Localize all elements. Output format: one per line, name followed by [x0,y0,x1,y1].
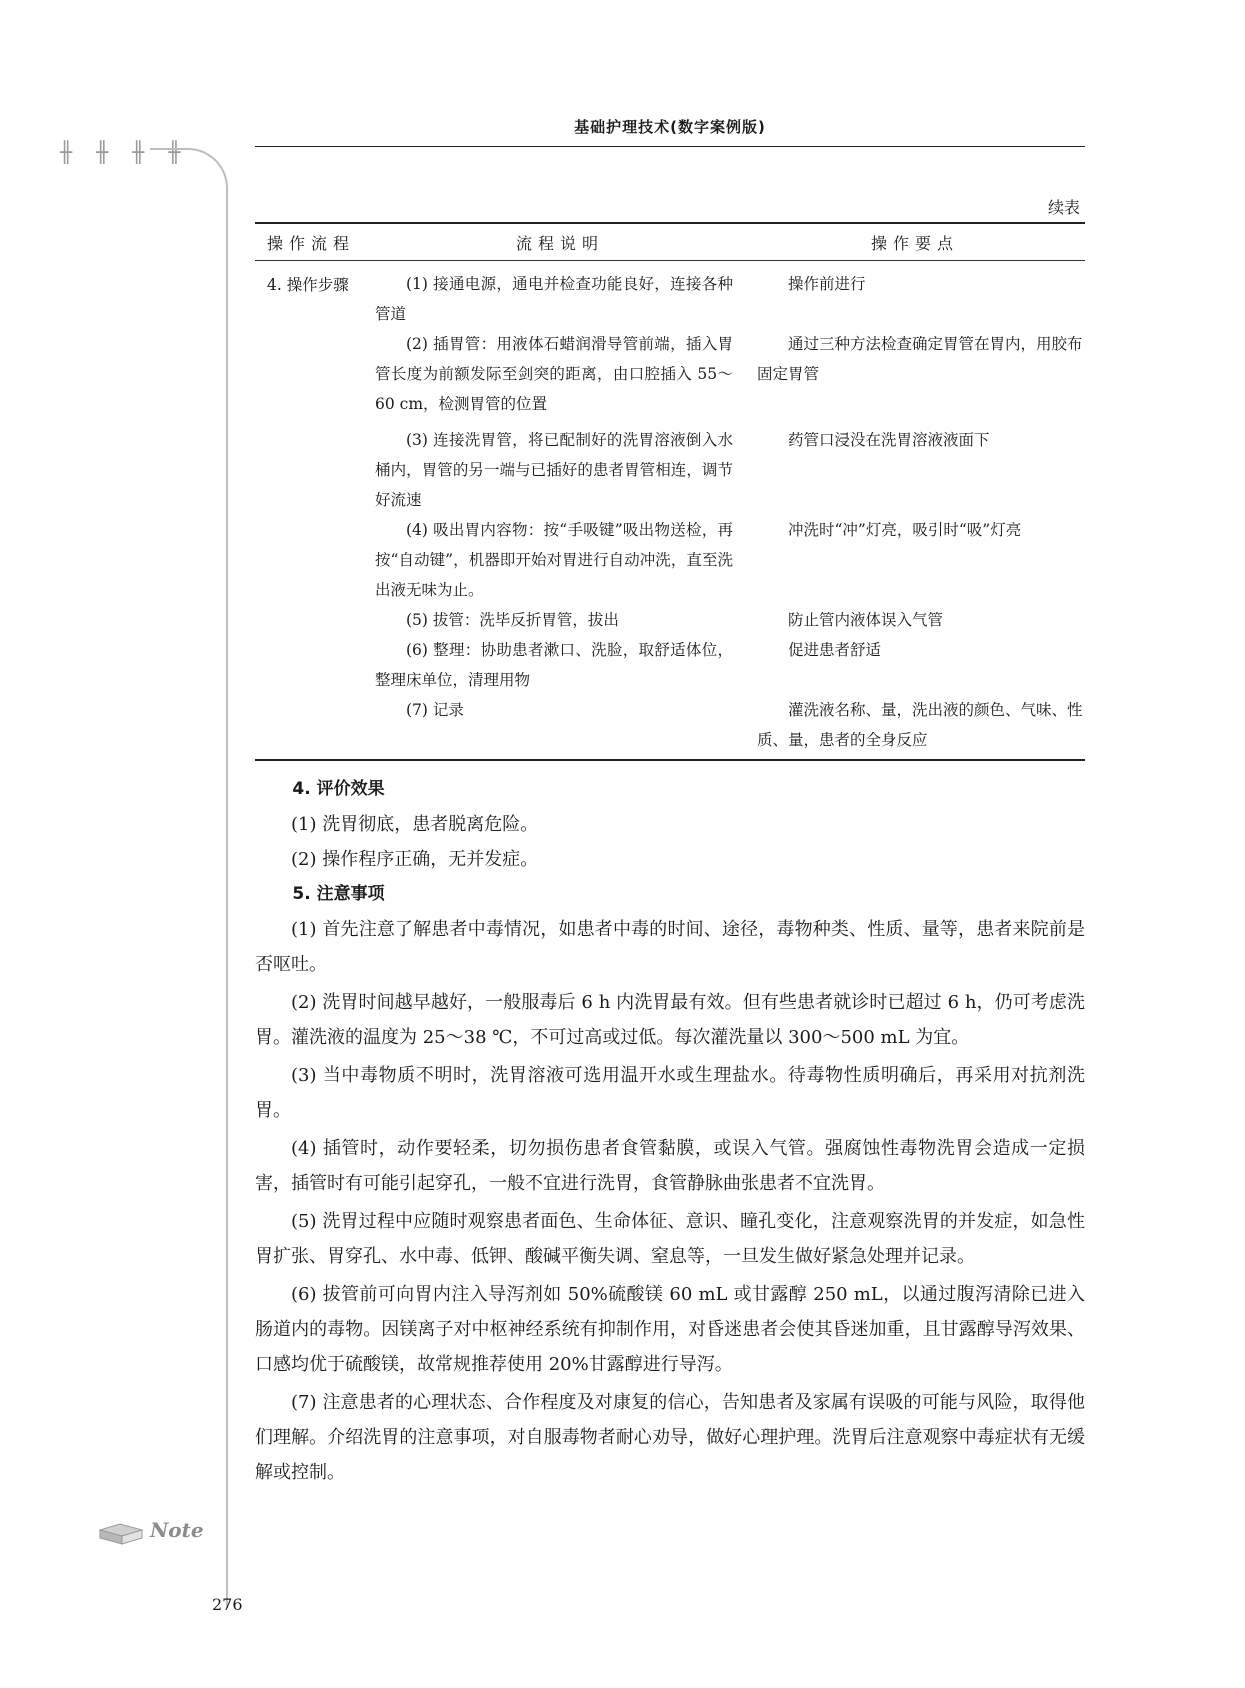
evaluation-item: (2) 操作程序正确，无并发症。 [291,849,539,870]
table-step [375,515,1085,605]
table-step [375,635,1085,695]
step-description: (7) 记录 [406,701,464,719]
step-key-point: 通过三种方法检查确定胃管在胃内，用胶布固定胃管 [757,335,1083,383]
table-header-flow: 操作流程 [267,233,356,253]
note-logo [98,1512,208,1552]
precaution-item: (6) 拔管前可向胃内注入导泻剂如 50%硫酸镁 60 mL 或甘露醇 250 mL，以通过腹泻清除已进入肠道内的毒物。因镁离子对中枢神经系统有抑制作用，对昏迷患者会使其昏迷加重，且甘露醇导泻效果、口感均优于硫酸镁，故常规推荐使用 20%甘露醇进行导泻。 [255,1284,1085,1375]
precaution-item: (5) 洗胃过程中应随时观察患者面色、生命体征、意识、瞳孔变化，注意观察洗胃的并发症，如急性胃扩张、胃穿孔、水中毒、低钾、酸碱平衡失调、窒息等，一旦发生做好紧急处理并记录。 [255,1211,1085,1267]
precaution-item: (2) 洗胃时间越早越好，一般服毒后 6 h 内洗胃最有效。但有些患者就诊时已超过 6 h，仍可考虑洗胃。灌洗液的温度为 25～38 ℃，不可过高或过低。每次灌洗量以 300～500 mL 为宜。 [255,992,1085,1048]
table-step [375,269,1085,329]
step-description: (1) 接通电源，通电并检查功能良好，连接各种管道 [375,275,733,323]
procedure-table [255,222,1085,761]
step-key-point: 灌洗液名称、量，洗出液的颜色、气味、性质、量，患者的全身反应 [757,701,1083,749]
table-step [375,605,1085,635]
step-key-point: 药管口浸没在洗胃溶液液面下 [788,431,990,449]
section-heading-precautions: 5. 注意事项 [292,884,385,904]
step-description: (5) 拔管：洗毕反折胃管，拔出 [406,611,619,629]
precaution-item: (3) 当中毒物质不明时，洗胃溶液可选用温开水或生理盐水。待毒物性质明确后，再采用对抗剂洗胃。 [255,1065,1085,1121]
note-logo-text: Note [150,1518,204,1542]
table-body-row [255,261,1085,761]
step-key-point: 防止管内液体误入气管 [788,611,944,629]
table-header-description: 流程说明 [515,233,604,253]
table-header-row [255,224,1085,261]
body-text [255,772,1085,1490]
precaution-item: (4) 插管时，动作要轻柔，切勿损伤患者食管黏膜，或误入气管。强腐蚀性毒物洗胃会造成一定损害，插管时有可能引起穿孔，一般不宜进行洗胃，食管静脉曲张患者不宜洗胃。 [255,1138,1085,1194]
step-key-point: 促进患者舒适 [788,641,882,659]
precaution-item: (7) 注意患者的心理状态、合作程度及对康复的信心，告知患者及家属有误吸的可能与风险，取得他们理解。介绍洗胃的注意事项，对自服毒物者耐心劝导，做好心理护理。洗胃后注意观察中毒症状有无缓解或控制。 [255,1392,1085,1483]
book-icon [98,1520,144,1548]
evaluation-item: (1) 洗胃彻底，患者脱离危险。 [291,814,539,835]
running-header: 基础护理技术(数字案例版) [574,118,766,136]
step-description: (6) 整理：协助患者漱口、洗脸，取舒适体位，整理床单位，清理用物 [375,641,733,689]
step-key-point: 操作前进行 [788,275,866,293]
step-description: (4) 吸出胃内容物：按“手吸键”吸出物送检，再按“自动键”，机器即开始对胃进行自动冲洗，直至洗出液无味为止。 [375,521,733,599]
step-description: (2) 插胃管：用液体石蜡润滑导管前端，插入胃管长度为前额发际至剑突的距离，由口腔插入 55～60 cm，检测胃管的位置 [375,335,733,413]
header-rule [255,146,1085,147]
table-step [375,329,1085,419]
precaution-item: (1) 首先注意了解患者中毒情况，如患者中毒的时间、途径，毒物种类、性质、量等，患者来院前是否呕吐。 [255,919,1085,975]
section-heading-evaluation: 4. 评价效果 [292,779,385,799]
table-continued-label: 续表 [1047,198,1080,217]
step-key-point: 冲洗时“冲”灯亮，吸引时“吸”灯亮 [788,521,1022,539]
table-step [375,695,1085,755]
margin-curve-line [150,148,228,1608]
table-header-key-points: 操作要点 [870,233,959,253]
table-row-label: 4. 操作步骤 [267,276,349,294]
page-number: 276 [212,1595,243,1614]
table-steps [375,269,1085,755]
table-step [375,425,1085,515]
margin-bars-icon: ╫ ╫ ╫ ╫ [60,140,187,164]
step-description: (3) 连接洗胃管，将已配制好的洗胃溶液倒入水桶内，胃管的另一端与已插好的患者胃管相连，调节好流速 [375,431,733,509]
